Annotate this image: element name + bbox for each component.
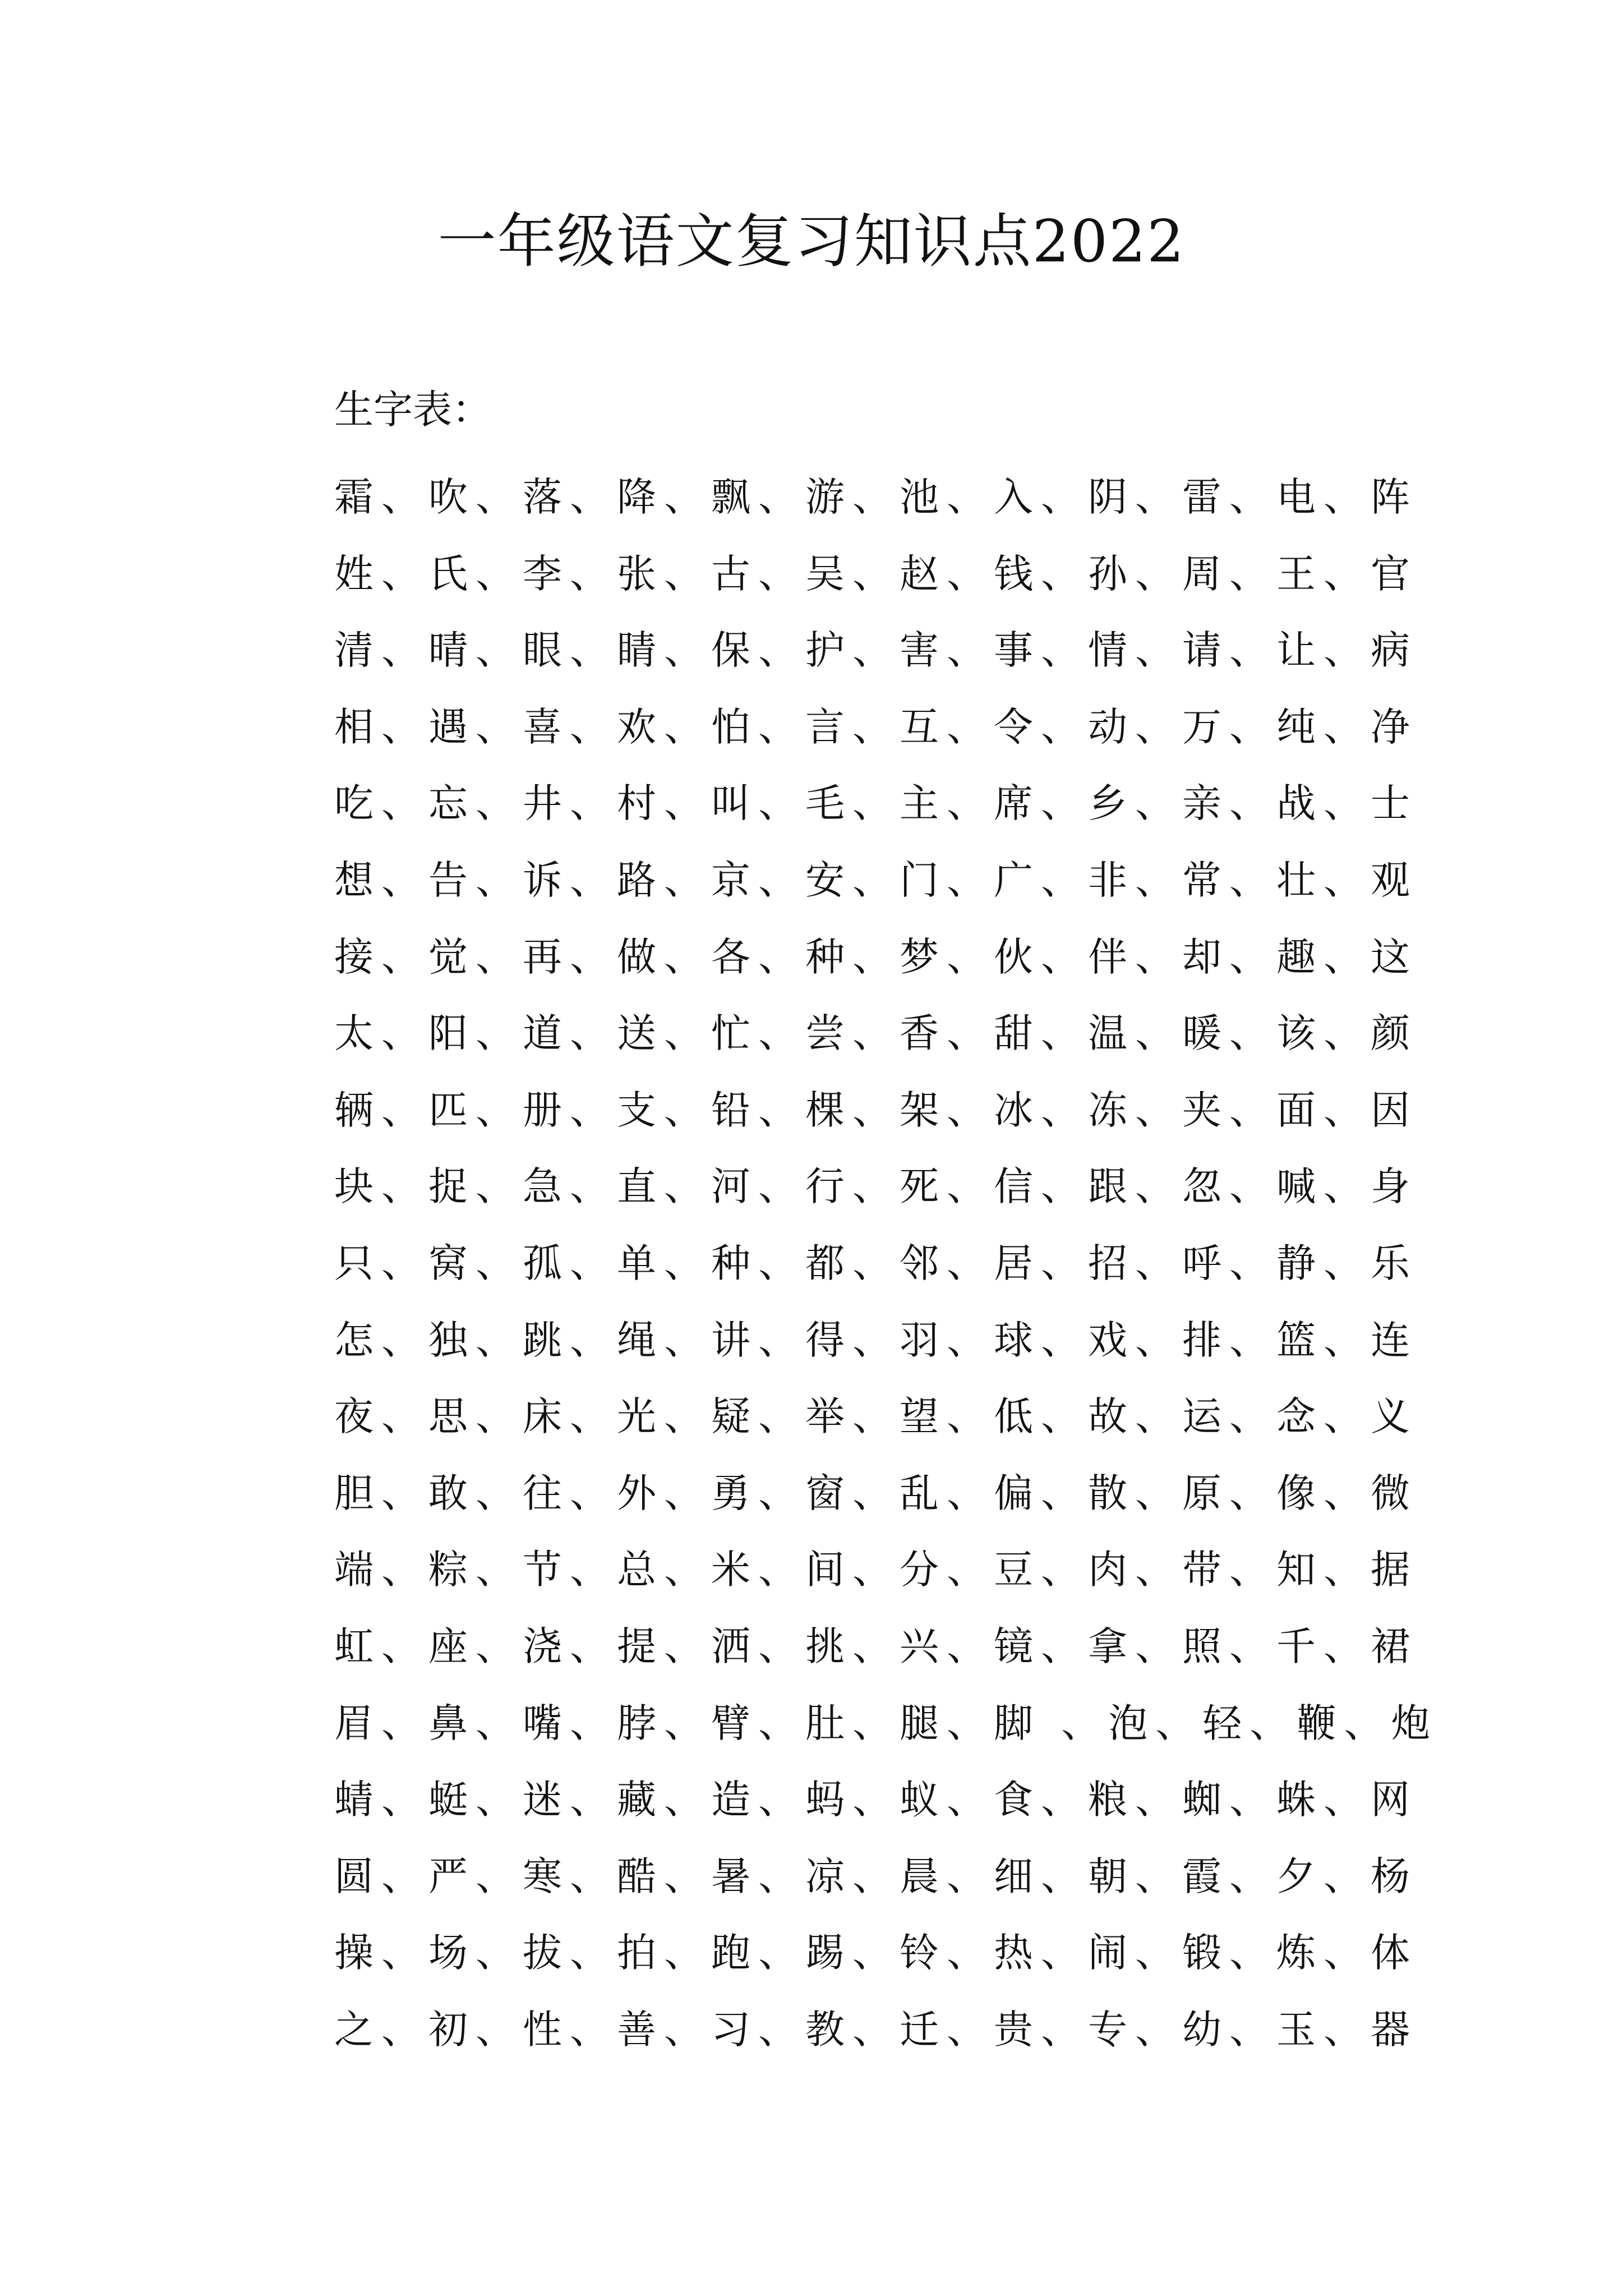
character-row	[334, 1685, 1438, 1762]
character-row-text: 眉、鼻、嘴、脖、臂、肚、腿、脚 、泡、轻、鞭、炮	[334, 1700, 1438, 1746]
character-row-text: 圆、严、寒、酷、暑、凉、晨、细、朝、霞、夕、杨	[334, 1853, 1418, 1899]
character-row-text: 辆、匹、册、支、铅、棵、架、冰、冻、夹、面、因	[334, 1087, 1418, 1133]
character-row-text: 操、场、拔、拍、跑、踢、铃、热、闹、锻、炼、体	[334, 1930, 1418, 1976]
character-row-text: 只、窝、孤、单、种、都、邻、居、招、呼、静、乐	[334, 1240, 1418, 1286]
character-row	[334, 1761, 1438, 1838]
character-row-text: 霜、吹、落、降、飘、游、池、入、阴、雷、电、阵	[334, 474, 1418, 520]
character-row	[334, 995, 1438, 1072]
character-row	[334, 919, 1438, 996]
character-row-text: 相、遇、喜、欢、怕、言、互、令、动、万、纯、净	[334, 703, 1418, 750]
character-row-text: 接、觉、再、做、各、种、梦、伙、伴、却、趣、这	[334, 933, 1418, 980]
character-row-text: 胆、敢、往、外、勇、窗、乱、偏、散、原、像、微	[334, 1470, 1418, 1516]
character-row	[334, 1302, 1438, 1379]
character-row	[334, 1991, 1438, 2068]
character-row-text: 吃、忘、井、村、叫、毛、主、席、乡、亲、战、士	[334, 780, 1418, 827]
character-row-text: 姓、氏、李、张、古、吴、赵、钱、孙、周、王、官	[334, 550, 1418, 597]
character-row	[334, 1148, 1438, 1225]
character-row	[334, 1531, 1438, 1608]
character-row	[334, 1455, 1438, 1532]
character-row-text: 太、阳、道、送、忙、尝、香、甜、温、暖、该、颜	[334, 1010, 1418, 1057]
character-row	[334, 1838, 1438, 1915]
character-row	[334, 612, 1438, 689]
character-row	[334, 1378, 1438, 1455]
character-row	[334, 1608, 1438, 1685]
character-row	[334, 842, 1438, 919]
character-row	[334, 1072, 1438, 1149]
character-row-text: 蜻、蜓、迷、藏、造、蚂、蚁、食、粮、蜘、蛛、网	[334, 1777, 1418, 1823]
character-row-text: 清、晴、眼、睛、保、护、害、事、情、请、让、病	[334, 627, 1418, 674]
character-row-text: 虹、座、浇、提、洒、挑、兴、镜、拿、照、千、裙	[334, 1623, 1418, 1669]
character-row-text: 块、捉、急、直、河、行、死、信、跟、忽、喊、身	[334, 1163, 1418, 1210]
character-row-text: 之、初、性、善、习、教、迁、贵、专、幼、玉、器	[334, 2006, 1418, 2053]
character-row	[334, 765, 1438, 842]
character-row-text: 端、粽、节、总、米、间、分、豆、肉、带、知、据	[334, 1547, 1418, 1593]
character-row	[334, 1225, 1438, 1302]
character-row	[334, 689, 1438, 766]
section-label: 生字表：	[334, 386, 491, 432]
character-row	[334, 1915, 1438, 1991]
character-row	[334, 536, 1438, 613]
document-title: 一年级语文复习知识点2022	[437, 207, 1186, 275]
character-row-text: 夜、思、床、光、疑、举、望、低、故、运、念、义	[334, 1393, 1418, 1440]
character-row-text: 想、告、诉、路、京、安、门、广、非、常、壮、观	[334, 857, 1418, 903]
character-row-text: 怎、独、跳、绳、讲、得、羽、球、戏、排、篮、连	[334, 1317, 1418, 1363]
character-table	[334, 459, 1438, 2068]
character-row	[334, 459, 1438, 536]
